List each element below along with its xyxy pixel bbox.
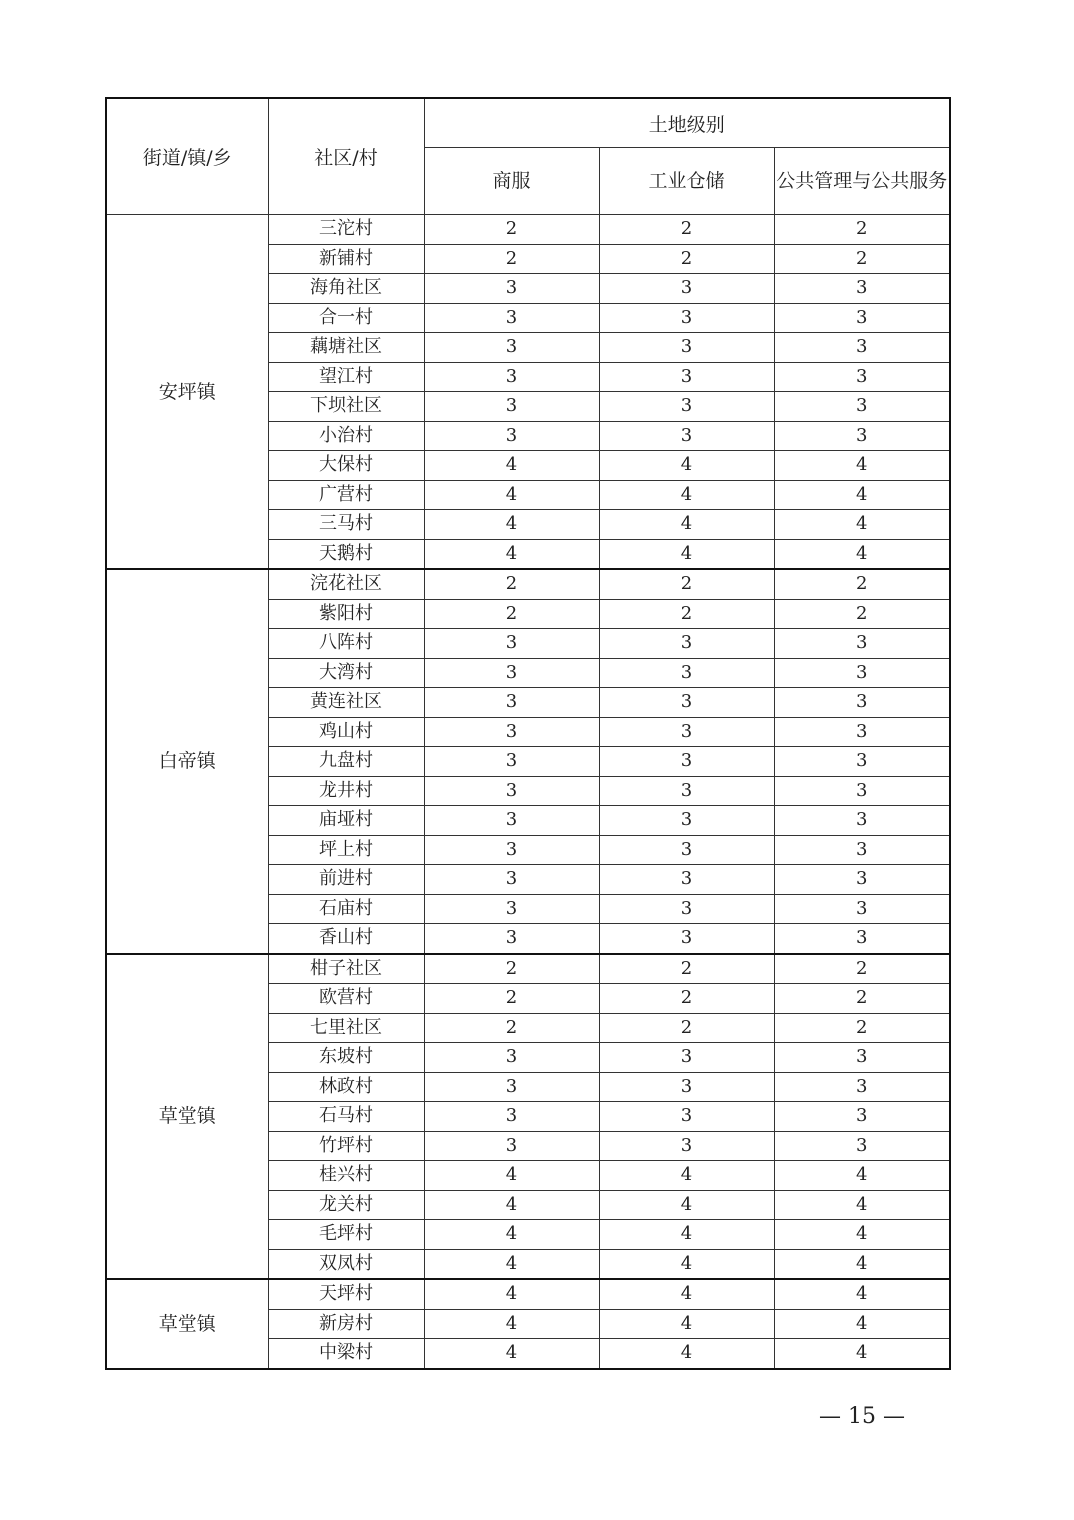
public-service-cell: 3 [774, 1072, 950, 1102]
public-service-cell: 4 [774, 1161, 950, 1191]
public-service-cell: 3 [774, 333, 950, 363]
village-cell: 大保村 [268, 451, 424, 481]
public-service-cell: 4 [774, 1220, 950, 1250]
village-cell: 九盘村 [268, 747, 424, 777]
town-cell: 安坪镇 [106, 215, 268, 570]
public-service-cell: 4 [774, 451, 950, 481]
village-cell: 小治村 [268, 421, 424, 451]
village-cell: 新铺村 [268, 244, 424, 274]
commercial-cell: 3 [424, 865, 599, 895]
village-cell: 坪上村 [268, 835, 424, 865]
commercial-cell: 4 [424, 1161, 599, 1191]
industrial-cell: 3 [599, 894, 774, 924]
public-service-cell: 3 [774, 924, 950, 954]
commercial-cell: 3 [424, 274, 599, 304]
industrial-cell: 4 [599, 1161, 774, 1191]
industrial-cell: 3 [599, 747, 774, 777]
village-cell: 三马村 [268, 510, 424, 540]
commercial-cell: 2 [424, 215, 599, 245]
village-cell: 浣花社区 [268, 569, 424, 599]
public-service-cell: 3 [774, 1043, 950, 1073]
public-service-cell: 4 [774, 539, 950, 569]
public-service-cell: 3 [774, 747, 950, 777]
village-cell: 中梁村 [268, 1339, 424, 1369]
public-service-cell: 4 [774, 1309, 950, 1339]
industrial-cell: 3 [599, 333, 774, 363]
village-cell: 石马村 [268, 1102, 424, 1132]
public-service-cell: 3 [774, 776, 950, 806]
page-number: — 15 — [819, 1404, 905, 1429]
industrial-cell: 4 [599, 539, 774, 569]
village-cell: 毛坪村 [268, 1220, 424, 1250]
public-service-cell: 3 [774, 421, 950, 451]
village-cell: 天坪村 [268, 1279, 424, 1309]
commercial-cell: 4 [424, 1309, 599, 1339]
header-commercial: 商服 [424, 148, 599, 215]
public-service-cell: 3 [774, 894, 950, 924]
industrial-cell: 3 [599, 1043, 774, 1073]
commercial-cell: 3 [424, 303, 599, 333]
village-cell: 东坡村 [268, 1043, 424, 1073]
industrial-cell: 3 [599, 1131, 774, 1161]
commercial-cell: 3 [424, 333, 599, 363]
commercial-cell: 3 [424, 747, 599, 777]
public-service-cell: 3 [774, 392, 950, 422]
village-cell: 三沱村 [268, 215, 424, 245]
village-cell: 竹坪村 [268, 1131, 424, 1161]
town-cell: 草堂镇 [106, 954, 268, 1280]
public-service-cell: 3 [774, 1102, 950, 1132]
public-service-cell: 3 [774, 629, 950, 659]
village-cell: 欧营村 [268, 984, 424, 1014]
commercial-cell: 3 [424, 658, 599, 688]
commercial-cell: 2 [424, 1013, 599, 1043]
commercial-cell: 3 [424, 924, 599, 954]
industrial-cell: 4 [599, 1220, 774, 1250]
industrial-cell: 3 [599, 806, 774, 836]
commercial-cell: 3 [424, 1072, 599, 1102]
public-service-cell: 3 [774, 658, 950, 688]
public-service-cell: 3 [774, 806, 950, 836]
industrial-cell: 3 [599, 1072, 774, 1102]
public-service-cell: 2 [774, 569, 950, 599]
industrial-cell: 4 [599, 1309, 774, 1339]
public-service-cell: 4 [774, 1249, 950, 1279]
village-cell: 合一村 [268, 303, 424, 333]
industrial-cell: 2 [599, 244, 774, 274]
industrial-cell: 3 [599, 421, 774, 451]
public-service-cell: 2 [774, 954, 950, 984]
commercial-cell: 2 [424, 569, 599, 599]
industrial-cell: 4 [599, 1249, 774, 1279]
industrial-cell: 2 [599, 599, 774, 629]
industrial-cell: 3 [599, 688, 774, 718]
commercial-cell: 3 [424, 1102, 599, 1132]
commercial-cell: 4 [424, 1279, 599, 1309]
industrial-cell: 2 [599, 984, 774, 1014]
commercial-cell: 4 [424, 1249, 599, 1279]
commercial-cell: 2 [424, 599, 599, 629]
village-cell: 龙井村 [268, 776, 424, 806]
table-row [106, 215, 950, 245]
industrial-cell: 4 [599, 1339, 774, 1369]
public-service-cell: 3 [774, 688, 950, 718]
industrial-cell: 3 [599, 776, 774, 806]
commercial-cell: 3 [424, 776, 599, 806]
village-cell: 紫阳村 [268, 599, 424, 629]
commercial-cell: 3 [424, 362, 599, 392]
table-row [106, 569, 950, 599]
industrial-cell: 3 [599, 629, 774, 659]
industrial-cell: 3 [599, 392, 774, 422]
village-cell: 庙垭村 [268, 806, 424, 836]
table-header [106, 98, 950, 215]
commercial-cell: 3 [424, 421, 599, 451]
public-service-cell: 4 [774, 1279, 950, 1309]
public-service-cell: 2 [774, 244, 950, 274]
village-cell: 黄连社区 [268, 688, 424, 718]
header-public-service: 公共管理与公共服务 [774, 148, 950, 215]
industrial-cell: 3 [599, 865, 774, 895]
table-row [106, 1279, 950, 1309]
town-cell: 白帝镇 [106, 569, 268, 954]
village-cell: 龙关村 [268, 1190, 424, 1220]
land-level-table [105, 97, 951, 1370]
industrial-cell: 3 [599, 274, 774, 304]
public-service-cell: 3 [774, 717, 950, 747]
industrial-cell: 2 [599, 954, 774, 984]
commercial-cell: 3 [424, 806, 599, 836]
public-service-cell: 2 [774, 215, 950, 245]
village-cell: 石庙村 [268, 894, 424, 924]
commercial-cell: 4 [424, 510, 599, 540]
industrial-cell: 2 [599, 1013, 774, 1043]
industrial-cell: 3 [599, 303, 774, 333]
public-service-cell: 2 [774, 599, 950, 629]
industrial-cell: 3 [599, 658, 774, 688]
industrial-cell: 2 [599, 569, 774, 599]
village-cell: 七里社区 [268, 1013, 424, 1043]
commercial-cell: 3 [424, 894, 599, 924]
village-cell: 林政村 [268, 1072, 424, 1102]
public-service-cell: 2 [774, 1013, 950, 1043]
public-service-cell: 3 [774, 865, 950, 895]
public-service-cell: 3 [774, 362, 950, 392]
industrial-cell: 3 [599, 924, 774, 954]
village-cell: 鸡山村 [268, 717, 424, 747]
town-cell: 草堂镇 [106, 1279, 268, 1369]
commercial-cell: 2 [424, 984, 599, 1014]
industrial-cell: 2 [599, 215, 774, 245]
industrial-cell: 4 [599, 510, 774, 540]
industrial-cell: 3 [599, 362, 774, 392]
header-town: 街道/镇/乡 [106, 98, 268, 215]
public-service-cell: 3 [774, 835, 950, 865]
industrial-cell: 4 [599, 1190, 774, 1220]
village-cell: 八阵村 [268, 629, 424, 659]
village-cell: 前进村 [268, 865, 424, 895]
village-cell: 藕塘社区 [268, 333, 424, 363]
village-cell: 大湾村 [268, 658, 424, 688]
village-cell: 新房村 [268, 1309, 424, 1339]
commercial-cell: 3 [424, 688, 599, 718]
industrial-cell: 3 [599, 835, 774, 865]
village-cell: 下坝社区 [268, 392, 424, 422]
village-cell: 广营村 [268, 480, 424, 510]
table-row [106, 954, 950, 984]
industrial-cell: 3 [599, 1102, 774, 1132]
commercial-cell: 3 [424, 1043, 599, 1073]
commercial-cell: 4 [424, 1220, 599, 1250]
table-body [106, 215, 950, 1369]
commercial-cell: 3 [424, 629, 599, 659]
industrial-cell: 4 [599, 1279, 774, 1309]
village-cell: 双凤村 [268, 1249, 424, 1279]
header-land-level: 土地级别 [424, 98, 950, 148]
commercial-cell: 2 [424, 244, 599, 274]
village-cell: 海角社区 [268, 274, 424, 304]
village-cell: 桂兴村 [268, 1161, 424, 1191]
public-service-cell: 3 [774, 1131, 950, 1161]
commercial-cell: 3 [424, 835, 599, 865]
public-service-cell: 4 [774, 1339, 950, 1369]
industrial-cell: 3 [599, 717, 774, 747]
header-village: 社区/村 [268, 98, 424, 215]
commercial-cell: 4 [424, 1190, 599, 1220]
header-industrial: 工业仓储 [599, 148, 774, 215]
village-cell: 天鹅村 [268, 539, 424, 569]
commercial-cell: 3 [424, 392, 599, 422]
village-cell: 香山村 [268, 924, 424, 954]
commercial-cell: 2 [424, 954, 599, 984]
public-service-cell: 4 [774, 1190, 950, 1220]
commercial-cell: 4 [424, 539, 599, 569]
public-service-cell: 4 [774, 510, 950, 540]
industrial-cell: 4 [599, 451, 774, 481]
commercial-cell: 4 [424, 1339, 599, 1369]
commercial-cell: 4 [424, 480, 599, 510]
public-service-cell: 4 [774, 480, 950, 510]
public-service-cell: 3 [774, 303, 950, 333]
commercial-cell: 3 [424, 1131, 599, 1161]
commercial-cell: 4 [424, 451, 599, 481]
village-cell: 柑子社区 [268, 954, 424, 984]
public-service-cell: 3 [774, 274, 950, 304]
village-cell: 望江村 [268, 362, 424, 392]
commercial-cell: 3 [424, 717, 599, 747]
public-service-cell: 2 [774, 984, 950, 1014]
industrial-cell: 4 [599, 480, 774, 510]
